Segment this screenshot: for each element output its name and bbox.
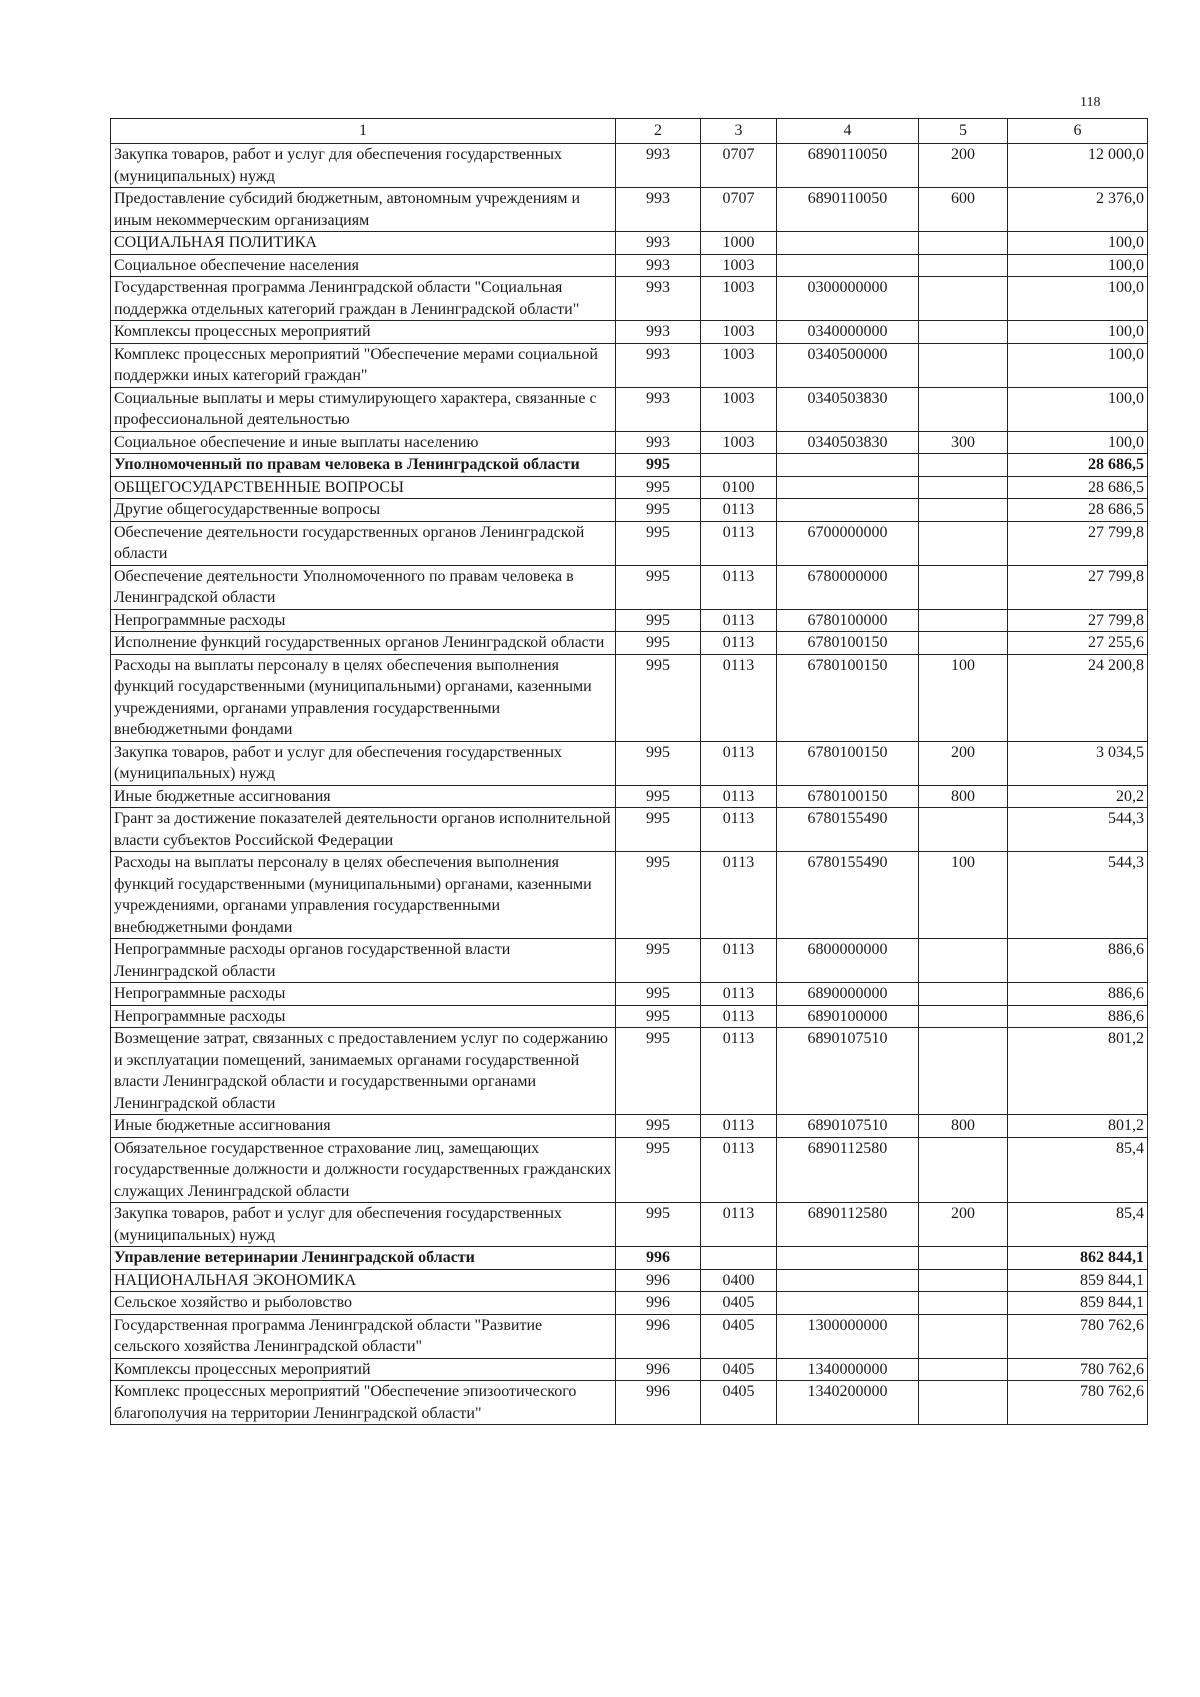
cell-amount: 2 376,0 bbox=[1008, 188, 1148, 232]
cell-name: Возмещение затрат, связанных с предоставлением услуг по содержанию и эксплуатации помещений, занимаемых органами государственной власти Ленинградской области и государственными органами Ленинградской области bbox=[111, 1028, 616, 1115]
cell-target-code: 6890110050 bbox=[777, 144, 919, 188]
cell-admin-code: 995 bbox=[616, 654, 701, 741]
cell-expense-type bbox=[919, 499, 1008, 522]
cell-section-code bbox=[701, 1247, 777, 1270]
cell-admin-code: 993 bbox=[616, 188, 701, 232]
cell-expense-type bbox=[919, 1292, 1008, 1315]
cell-amount: 886,6 bbox=[1008, 939, 1148, 983]
table-row bbox=[111, 188, 1148, 232]
cell-amount: 85,4 bbox=[1008, 1203, 1148, 1247]
header-col-1: 1 bbox=[111, 119, 616, 144]
cell-admin-code: 993 bbox=[616, 254, 701, 277]
cell-expense-type bbox=[919, 232, 1008, 255]
table-row bbox=[111, 1137, 1148, 1203]
cell-admin-code: 995 bbox=[616, 632, 701, 655]
cell-target-code: 6780100150 bbox=[777, 741, 919, 785]
cell-section-code: 0113 bbox=[701, 808, 777, 852]
header-col-6: 6 bbox=[1008, 119, 1148, 144]
cell-target-code bbox=[777, 1269, 919, 1292]
table-row bbox=[111, 1314, 1148, 1358]
cell-admin-code: 996 bbox=[616, 1269, 701, 1292]
cell-expense-type bbox=[919, 1269, 1008, 1292]
cell-admin-code: 995 bbox=[616, 939, 701, 983]
cell-amount: 20,2 bbox=[1008, 785, 1148, 808]
cell-admin-code: 993 bbox=[616, 343, 701, 387]
cell-expense-type bbox=[919, 1314, 1008, 1358]
cell-section-code: 0113 bbox=[701, 499, 777, 522]
cell-name: СОЦИАЛЬНАЯ ПОЛИТИКА bbox=[111, 232, 616, 255]
cell-section-code: 0113 bbox=[701, 983, 777, 1006]
cell-admin-code: 993 bbox=[616, 321, 701, 344]
cell-expense-type bbox=[919, 1005, 1008, 1028]
cell-section-code: 0113 bbox=[701, 654, 777, 741]
header-col-5: 5 bbox=[919, 119, 1008, 144]
cell-name: Государственная программа Ленинградской области "Социальная поддержка отдельных категорий граждан в Ленинградской области" bbox=[111, 277, 616, 321]
header-col-3: 3 bbox=[701, 119, 777, 144]
cell-name: Закупка товаров, работ и услуг для обеспечения государственных (муниципальных) нужд bbox=[111, 1203, 616, 1247]
cell-expense-type: 200 bbox=[919, 741, 1008, 785]
cell-expense-type bbox=[919, 343, 1008, 387]
cell-expense-type bbox=[919, 1247, 1008, 1270]
cell-amount: 12 000,0 bbox=[1008, 144, 1148, 188]
cell-section-code: 0113 bbox=[701, 609, 777, 632]
table-row bbox=[111, 521, 1148, 565]
cell-section-code: 0100 bbox=[701, 476, 777, 499]
table-row bbox=[111, 654, 1148, 741]
cell-target-code: 0300000000 bbox=[777, 277, 919, 321]
cell-amount: 100,0 bbox=[1008, 387, 1148, 431]
cell-admin-code: 993 bbox=[616, 387, 701, 431]
cell-admin-code: 993 bbox=[616, 431, 701, 454]
cell-section-code: 0113 bbox=[701, 1115, 777, 1138]
cell-name: Расходы на выплаты персоналу в целях обеспечения выполнения функций государственными (муниципальными) органами, казенными учреждениями, органами управления государственными внебюджетными фондами bbox=[111, 654, 616, 741]
cell-admin-code: 996 bbox=[616, 1381, 701, 1425]
cell-target-code: 0340500000 bbox=[777, 343, 919, 387]
cell-admin-code: 995 bbox=[616, 609, 701, 632]
table-row bbox=[111, 785, 1148, 808]
table-row bbox=[111, 1005, 1148, 1028]
cell-name: Другие общегосударственные вопросы bbox=[111, 499, 616, 522]
cell-expense-type bbox=[919, 983, 1008, 1006]
cell-amount: 100,0 bbox=[1008, 321, 1148, 344]
cell-section-code: 0113 bbox=[701, 1137, 777, 1203]
table-row bbox=[111, 1269, 1148, 1292]
cell-section-code: 1003 bbox=[701, 254, 777, 277]
cell-section-code: 0113 bbox=[701, 1203, 777, 1247]
cell-expense-type bbox=[919, 454, 1008, 477]
cell-expense-type: 800 bbox=[919, 785, 1008, 808]
table-row bbox=[111, 1358, 1148, 1381]
table-row bbox=[111, 565, 1148, 609]
cell-name: Закупка товаров, работ и услуг для обеспечения государственных (муниципальных) нужд bbox=[111, 144, 616, 188]
cell-target-code: 6890000000 bbox=[777, 983, 919, 1006]
table-row bbox=[111, 983, 1148, 1006]
cell-name: Грант за достижение показателей деятельности органов исполнительной власти субъектов Российской Федерации bbox=[111, 808, 616, 852]
cell-admin-code: 996 bbox=[616, 1314, 701, 1358]
cell-amount: 780 762,6 bbox=[1008, 1314, 1148, 1358]
cell-section-code: 1003 bbox=[701, 431, 777, 454]
cell-target-code: 6890110050 bbox=[777, 188, 919, 232]
cell-expense-type: 100 bbox=[919, 852, 1008, 939]
table-row bbox=[111, 387, 1148, 431]
cell-target-code: 6780100000 bbox=[777, 609, 919, 632]
cell-name: Комплекс процессных мероприятий "Обеспечение мерами социальной поддержки иных категорий граждан" bbox=[111, 343, 616, 387]
cell-admin-code: 995 bbox=[616, 454, 701, 477]
cell-amount: 100,0 bbox=[1008, 343, 1148, 387]
header-row bbox=[111, 119, 1148, 144]
cell-amount: 886,6 bbox=[1008, 983, 1148, 1006]
table-row bbox=[111, 1292, 1148, 1315]
cell-section-code: 0113 bbox=[701, 521, 777, 565]
cell-name: Непрограммные расходы bbox=[111, 609, 616, 632]
table-row bbox=[111, 277, 1148, 321]
cell-amount: 24 200,8 bbox=[1008, 654, 1148, 741]
table-row bbox=[111, 741, 1148, 785]
cell-admin-code: 995 bbox=[616, 1203, 701, 1247]
cell-section-code: 1003 bbox=[701, 321, 777, 344]
cell-section-code: 1000 bbox=[701, 232, 777, 255]
cell-section-code: 0113 bbox=[701, 741, 777, 785]
cell-amount: 801,2 bbox=[1008, 1115, 1148, 1138]
cell-section-code: 0707 bbox=[701, 188, 777, 232]
cell-expense-type bbox=[919, 632, 1008, 655]
cell-name: Предоставление субсидий бюджетным, автономным учреждениям и иным некоммерческим организациям bbox=[111, 188, 616, 232]
cell-amount: 3 034,5 bbox=[1008, 741, 1148, 785]
cell-target-code: 6780100150 bbox=[777, 632, 919, 655]
cell-target-code bbox=[777, 476, 919, 499]
cell-name: Обеспечение деятельности Уполномоченного по правам человека в Ленинградской области bbox=[111, 565, 616, 609]
cell-amount: 27 799,8 bbox=[1008, 521, 1148, 565]
table-row bbox=[111, 852, 1148, 939]
cell-amount: 544,3 bbox=[1008, 808, 1148, 852]
cell-target-code: 6780100150 bbox=[777, 785, 919, 808]
cell-target-code bbox=[777, 499, 919, 522]
page-number: 118 bbox=[1080, 95, 1101, 110]
table-row bbox=[111, 499, 1148, 522]
cell-admin-code: 995 bbox=[616, 476, 701, 499]
table-row bbox=[111, 254, 1148, 277]
cell-section-code: 0113 bbox=[701, 785, 777, 808]
cell-admin-code: 995 bbox=[616, 852, 701, 939]
cell-name: НАЦИОНАЛЬНАЯ ЭКОНОМИКА bbox=[111, 1269, 616, 1292]
cell-expense-type bbox=[919, 1381, 1008, 1425]
cell-target-code: 6890100000 bbox=[777, 1005, 919, 1028]
budget-table bbox=[110, 118, 1148, 1425]
table-row bbox=[111, 808, 1148, 852]
cell-target-code bbox=[777, 254, 919, 277]
cell-admin-code: 993 bbox=[616, 232, 701, 255]
cell-amount: 544,3 bbox=[1008, 852, 1148, 939]
table-body bbox=[111, 144, 1148, 1425]
cell-target-code: 6780000000 bbox=[777, 565, 919, 609]
header-col-4: 4 bbox=[777, 119, 919, 144]
cell-expense-type: 300 bbox=[919, 431, 1008, 454]
cell-name: Исполнение функций государственных органов Ленинградской области bbox=[111, 632, 616, 655]
cell-section-code: 0405 bbox=[701, 1358, 777, 1381]
cell-admin-code: 995 bbox=[616, 983, 701, 1006]
table-row bbox=[111, 144, 1148, 188]
cell-expense-type: 800 bbox=[919, 1115, 1008, 1138]
cell-admin-code: 995 bbox=[616, 741, 701, 785]
cell-name: Комплексы процессных мероприятий bbox=[111, 321, 616, 344]
cell-section-code: 0405 bbox=[701, 1314, 777, 1358]
cell-name: Комплексы процессных мероприятий bbox=[111, 1358, 616, 1381]
cell-name: ОБЩЕГОСУДАРСТВЕННЫЕ ВОПРОСЫ bbox=[111, 476, 616, 499]
table-row bbox=[111, 1028, 1148, 1115]
cell-target-code: 0340503830 bbox=[777, 387, 919, 431]
cell-section-code: 0113 bbox=[701, 632, 777, 655]
cell-expense-type: 200 bbox=[919, 1203, 1008, 1247]
cell-amount: 780 762,6 bbox=[1008, 1381, 1148, 1425]
cell-section-code: 1003 bbox=[701, 343, 777, 387]
cell-name: Комплекс процессных мероприятий "Обеспечение эпизоотического благополучия на территории Ленинградской области" bbox=[111, 1381, 616, 1425]
table-row bbox=[111, 1203, 1148, 1247]
cell-expense-type bbox=[919, 565, 1008, 609]
cell-admin-code: 995 bbox=[616, 499, 701, 522]
cell-section-code: 0405 bbox=[701, 1292, 777, 1315]
cell-name: Социальное обеспечение населения bbox=[111, 254, 616, 277]
cell-amount: 859 844,1 bbox=[1008, 1292, 1148, 1315]
cell-amount: 27 799,8 bbox=[1008, 609, 1148, 632]
cell-admin-code: 995 bbox=[616, 1137, 701, 1203]
cell-name: Социальные выплаты и меры стимулирующего характера, связанные с профессиональной деятельностью bbox=[111, 387, 616, 431]
cell-target-code: 6800000000 bbox=[777, 939, 919, 983]
cell-section-code: 0113 bbox=[701, 1028, 777, 1115]
cell-name: Иные бюджетные ассигнования bbox=[111, 785, 616, 808]
cell-admin-code: 995 bbox=[616, 1115, 701, 1138]
cell-admin-code: 995 bbox=[616, 785, 701, 808]
cell-name: Непрограммные расходы bbox=[111, 983, 616, 1006]
cell-target-code: 6780155490 bbox=[777, 808, 919, 852]
cell-section-code: 0113 bbox=[701, 565, 777, 609]
table-row bbox=[111, 939, 1148, 983]
cell-section-code: 0400 bbox=[701, 1269, 777, 1292]
cell-expense-type bbox=[919, 277, 1008, 321]
table-header bbox=[111, 119, 1148, 144]
cell-amount: 859 844,1 bbox=[1008, 1269, 1148, 1292]
cell-name: Уполномоченный по правам человека в Ленинградской области bbox=[111, 454, 616, 477]
cell-section-code: 1003 bbox=[701, 277, 777, 321]
cell-name: Обеспечение деятельности государственных органов Ленинградской области bbox=[111, 521, 616, 565]
header-col-2: 2 bbox=[616, 119, 701, 144]
cell-expense-type: 600 bbox=[919, 188, 1008, 232]
cell-target-code: 6890112580 bbox=[777, 1137, 919, 1203]
table-row bbox=[111, 609, 1148, 632]
cell-section-code bbox=[701, 454, 777, 477]
cell-expense-type bbox=[919, 254, 1008, 277]
cell-amount: 886,6 bbox=[1008, 1005, 1148, 1028]
cell-name: Государственная программа Ленинградской области "Развитие сельского хозяйства Ленинградской области" bbox=[111, 1314, 616, 1358]
cell-expense-type bbox=[919, 321, 1008, 344]
cell-amount: 28 686,5 bbox=[1008, 454, 1148, 477]
table-row bbox=[111, 454, 1148, 477]
cell-target-code: 1300000000 bbox=[777, 1314, 919, 1358]
cell-admin-code: 996 bbox=[616, 1358, 701, 1381]
cell-expense-type bbox=[919, 808, 1008, 852]
cell-admin-code: 993 bbox=[616, 144, 701, 188]
cell-target-code: 6890107510 bbox=[777, 1115, 919, 1138]
cell-admin-code: 995 bbox=[616, 1005, 701, 1028]
cell-name: Управление ветеринарии Ленинградской области bbox=[111, 1247, 616, 1270]
cell-target-code: 0340000000 bbox=[777, 321, 919, 344]
cell-section-code: 1003 bbox=[701, 387, 777, 431]
cell-name: Расходы на выплаты персоналу в целях обеспечения выполнения функций государственными (муниципальными) органами, казенными учреждениями, органами управления государственными внебюджетными фондами bbox=[111, 852, 616, 939]
cell-section-code: 0113 bbox=[701, 852, 777, 939]
cell-target-code bbox=[777, 1292, 919, 1315]
table-row bbox=[111, 321, 1148, 344]
cell-name: Иные бюджетные ассигнования bbox=[111, 1115, 616, 1138]
cell-target-code: 1340200000 bbox=[777, 1381, 919, 1425]
cell-target-code bbox=[777, 454, 919, 477]
cell-admin-code: 995 bbox=[616, 808, 701, 852]
table-row bbox=[111, 1381, 1148, 1425]
cell-expense-type bbox=[919, 609, 1008, 632]
cell-amount: 27 799,8 bbox=[1008, 565, 1148, 609]
cell-target-code: 6700000000 bbox=[777, 521, 919, 565]
cell-section-code: 0113 bbox=[701, 1005, 777, 1028]
cell-amount: 100,0 bbox=[1008, 431, 1148, 454]
cell-amount: 801,2 bbox=[1008, 1028, 1148, 1115]
cell-expense-type bbox=[919, 939, 1008, 983]
cell-admin-code: 995 bbox=[616, 1028, 701, 1115]
cell-amount: 27 255,6 bbox=[1008, 632, 1148, 655]
cell-name: Непрограммные расходы органов государственной власти Ленинградской области bbox=[111, 939, 616, 983]
cell-admin-code: 995 bbox=[616, 565, 701, 609]
table-row bbox=[111, 1115, 1148, 1138]
cell-expense-type bbox=[919, 387, 1008, 431]
cell-expense-type bbox=[919, 1358, 1008, 1381]
cell-name: Закупка товаров, работ и услуг для обеспечения государственных (муниципальных) нужд bbox=[111, 741, 616, 785]
cell-admin-code: 996 bbox=[616, 1247, 701, 1270]
cell-amount: 28 686,5 bbox=[1008, 499, 1148, 522]
cell-amount: 28 686,5 bbox=[1008, 476, 1148, 499]
cell-target-code: 0340503830 bbox=[777, 431, 919, 454]
cell-amount: 780 762,6 bbox=[1008, 1358, 1148, 1381]
cell-amount: 100,0 bbox=[1008, 232, 1148, 255]
cell-section-code: 0405 bbox=[701, 1381, 777, 1425]
cell-amount: 85,4 bbox=[1008, 1137, 1148, 1203]
cell-name: Сельское хозяйство и рыболовство bbox=[111, 1292, 616, 1315]
cell-section-code: 0707 bbox=[701, 144, 777, 188]
cell-admin-code: 996 bbox=[616, 1292, 701, 1315]
cell-expense-type: 200 bbox=[919, 144, 1008, 188]
cell-target-code: 6890112580 bbox=[777, 1203, 919, 1247]
table-row bbox=[111, 343, 1148, 387]
table-row bbox=[111, 431, 1148, 454]
cell-name: Обязательное государственное страхование лиц, замещающих государственные должности и должности государственных гражданских служащих Ленинградской области bbox=[111, 1137, 616, 1203]
cell-target-code: 6780100150 bbox=[777, 654, 919, 741]
cell-admin-code: 995 bbox=[616, 521, 701, 565]
cell-admin-code: 993 bbox=[616, 277, 701, 321]
table-row bbox=[111, 1247, 1148, 1270]
cell-target-code: 6890107510 bbox=[777, 1028, 919, 1115]
cell-name: Социальное обеспечение и иные выплаты населению bbox=[111, 431, 616, 454]
cell-amount: 100,0 bbox=[1008, 277, 1148, 321]
cell-target-code bbox=[777, 232, 919, 255]
cell-expense-type bbox=[919, 1028, 1008, 1115]
cell-amount: 100,0 bbox=[1008, 254, 1148, 277]
table-row bbox=[111, 632, 1148, 655]
table-row bbox=[111, 476, 1148, 499]
table-row bbox=[111, 232, 1148, 255]
cell-expense-type bbox=[919, 476, 1008, 499]
cell-target-code: 6780155490 bbox=[777, 852, 919, 939]
cell-target-code: 1340000000 bbox=[777, 1358, 919, 1381]
cell-expense-type bbox=[919, 1137, 1008, 1203]
cell-amount: 862 844,1 bbox=[1008, 1247, 1148, 1270]
cell-name: Непрограммные расходы bbox=[111, 1005, 616, 1028]
cell-expense-type bbox=[919, 521, 1008, 565]
cell-target-code bbox=[777, 1247, 919, 1270]
cell-section-code: 0113 bbox=[701, 939, 777, 983]
cell-expense-type: 100 bbox=[919, 654, 1008, 741]
